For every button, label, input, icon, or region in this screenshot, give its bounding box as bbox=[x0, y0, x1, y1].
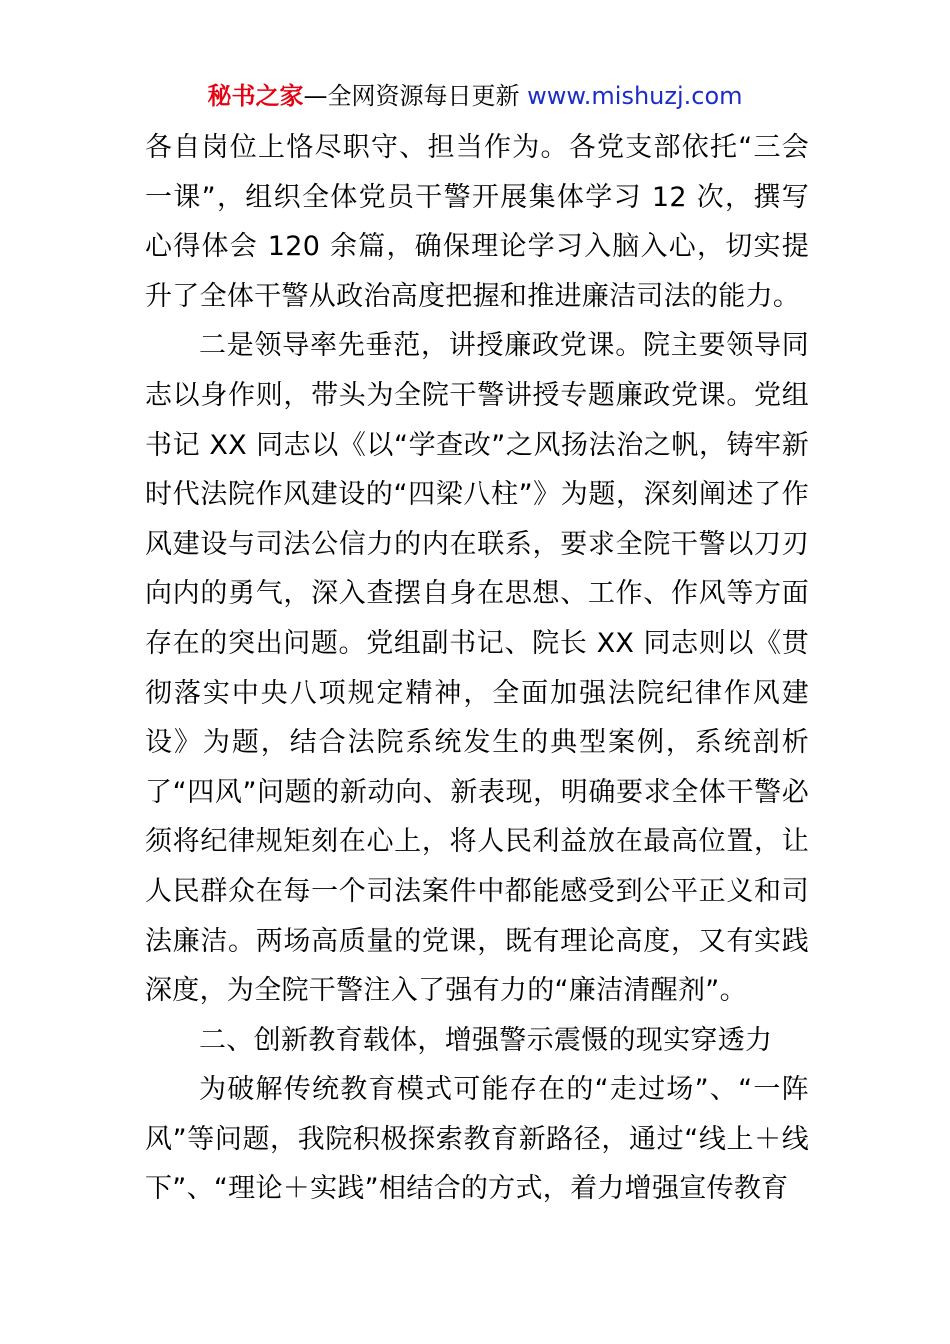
paragraph-continuation: 各自岗位上恪尽职守、担当作为。各党支部依托“三会一课”，组织全体党员干警开展集体学习 12 次，撰写心得体会 120 余篇，确保理论学习入脑入心，切实提升了全体干警从政治高度把握和推进廉洁司法的能力。 bbox=[145, 132, 809, 312]
section-heading: 二、创新教育载体，增强警示震慑的现实穿透力 bbox=[199, 1024, 773, 1056]
site-tagline: —全网资源每日更新 bbox=[303, 82, 528, 110]
site-brand: 秘书之家 bbox=[207, 82, 304, 110]
document-body bbox=[145, 123, 809, 1214]
paragraph-innovation: 为破解传统教育模式可能存在的“走过场”、“一阵风”等问题，我院积极探索教育新路径，通过“线上＋线下”、“理论＋实践”相结合的方式，着力增强宣传教育 bbox=[145, 1074, 809, 1205]
site-header bbox=[0, 80, 950, 112]
paragraph-leadership-lecture: 二是领导率先垂范，讲授廉政党课。院主要领导同志以身作则，带头为全院干警讲授专题廉政党课。党组书记 XX 同志以《以“学查改”之风扬法治之帆，铸牢新时代法院作风建设的“四梁八柱”》为题，深刻阐述了作风建设与司法公信力的内在联系，要求全院干警以刀刃向内的勇气，深入查摆自身在思想、工作、作风等方面存在的突出问题。党组副书记、院长 XX 同志则以《贯彻落实中央八项规定精神，全面加强法院纪律作风建设》为题，结合法院系统发生的典型案例，系统剖析了“四风”问题的新动向、新表现，明确要求全体干警必须将纪律规矩刻在心上，将人民利益放在最高位置，让人民群众在每一个司法案件中都能感受到公平正义和司法廉洁。两场高质量的党课，既有理论高度，又有实践深度，为全院干警注入了强有力的“廉洁清醒剂”。 bbox=[145, 330, 809, 1007]
site-url-link[interactable]: www.mishuzj.com bbox=[527, 82, 743, 110]
